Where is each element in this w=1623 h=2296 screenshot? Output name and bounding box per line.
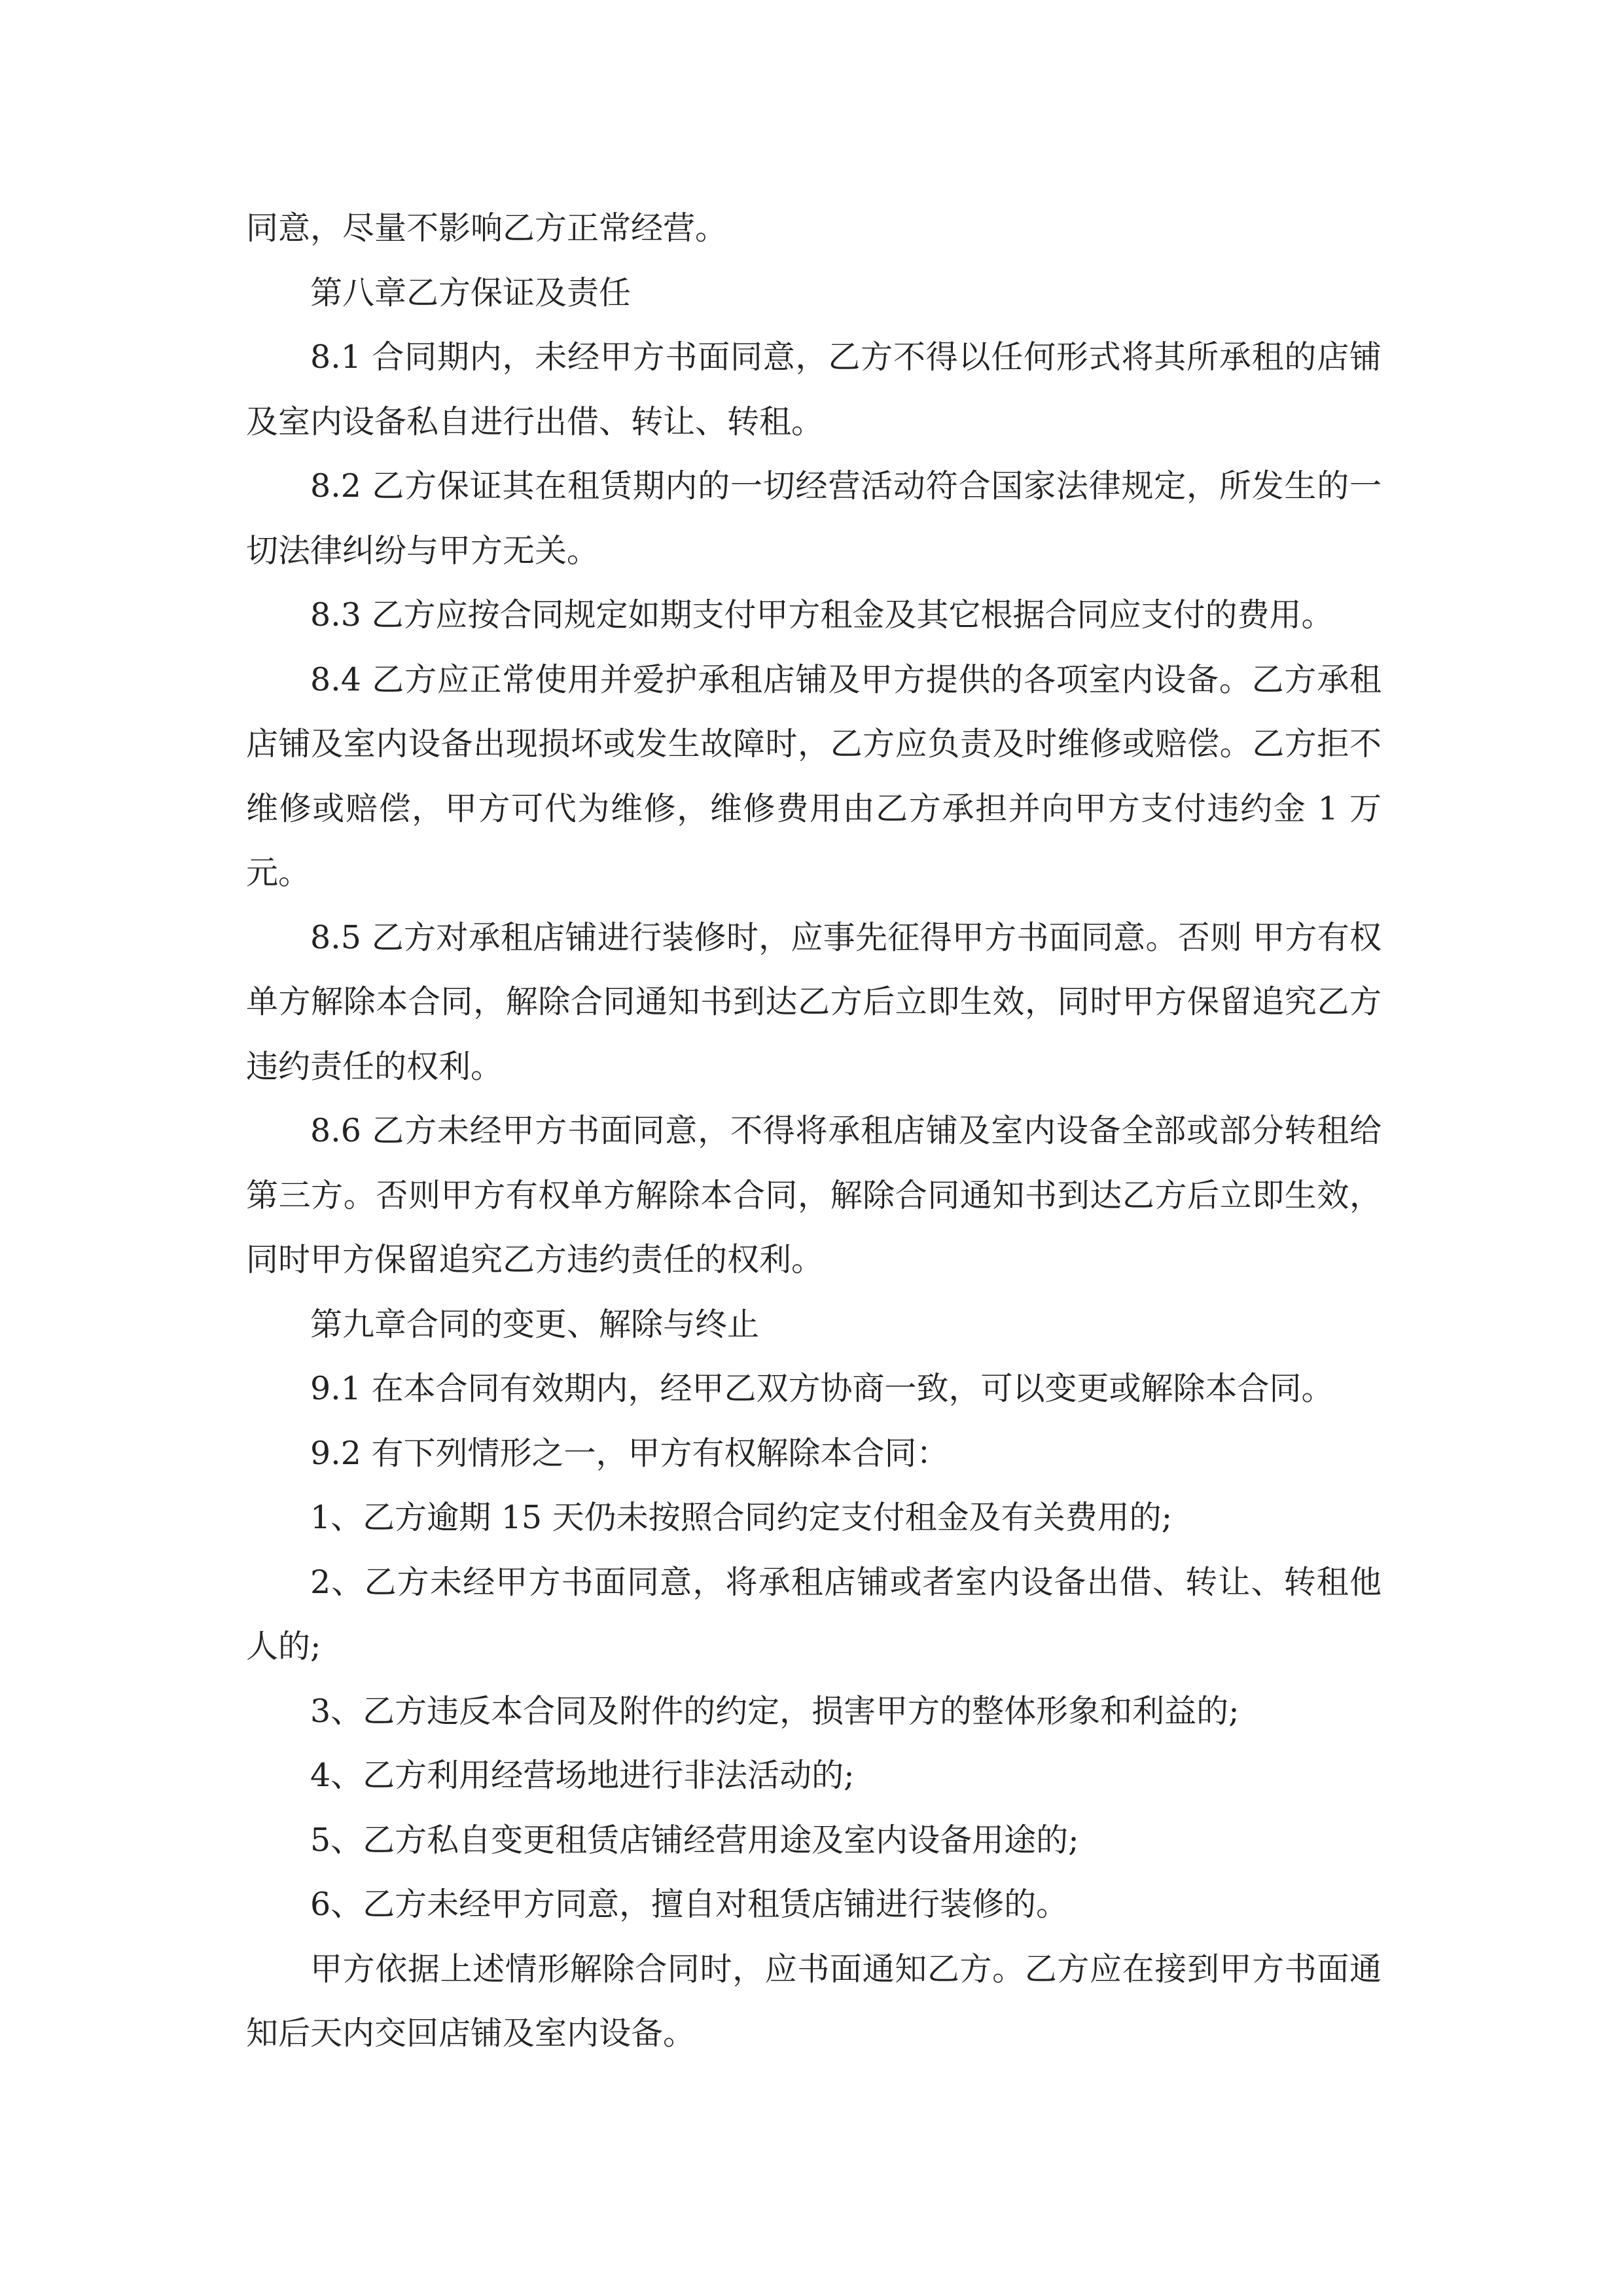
list-item-6: 6、乙方未经甲方同意，擅自对租赁店铺进行装修的。	[310, 1886, 1069, 1923]
clause-9-1: 9.1 在本合同有效期内，经甲乙双方协商一致，可以变更或解除本合同。	[310, 1370, 1334, 1407]
list-item-1: 1、乙方逾期 15 天仍未按照合同约定支付租金及有关费用的;	[310, 1499, 1173, 1536]
clause-8-6: 8.6 乙方未经甲方书面同意，不得将承租店铺及室内设备全部或部分转租给第三方。否则甲方有权单方解除本合同，解除合同通知书到达乙方后立即生效，同时甲方保留追究乙方违约责任的权利。	[246, 1112, 1382, 1278]
clause-8-4: 8.4 乙方应正常使用并爱护承租店铺及甲方提供的各项室内设备。乙方承租店铺及室内设备出现损坏或发生故障时，乙方应负责及时维修或赔偿。乙方拒不维修或赔偿，甲方可代为维修，维修费用由乙方承担并向甲方支付违约金 1 万元。	[246, 660, 1382, 891]
chapter-heading-9: 第九章合同的变更、解除与终止	[310, 1305, 760, 1343]
chapter-heading-8: 第八章乙方保证及责任	[310, 274, 632, 312]
document-body	[246, 196, 1382, 2066]
clause-8-2: 8.2 乙方保证其在租赁期内的一切经营活动符合国家法律规定，所发生的一切法律纠纷与甲方无关。	[246, 467, 1382, 569]
list-item-4: 4、乙方利用经营场地进行非法活动的;	[310, 1757, 855, 1794]
list-item-3: 3、乙方违反本合同及附件的约定，损害甲方的整体形象和利益的;	[310, 1692, 1240, 1730]
clause-8-1: 8.1 合同期内，未经甲方书面同意，乙方不得以任何形式将其所承租的店铺及室内设备私自进行出借、转让、转租。	[246, 338, 1382, 440]
clause-8-5: 8.5 乙方对承租店铺进行装修时，应事先征得甲方书面同意。否则 甲方有权单方解除本合同，解除合同通知书到达乙方后立即生效，同时甲方保留追究乙方违约责任的权利。	[246, 918, 1382, 1085]
clause-8-3: 8.3 乙方应按合同规定如期支付甲方租金及其它根据合同应支付的费用。	[310, 596, 1334, 634]
list-item-2: 2、乙方未经甲方书面同意，将承租店铺或者室内设备出借、转让、转租他人的;	[246, 1563, 1382, 1665]
closing-paragraph: 甲方依据上述情形解除合同时，应书面通知乙方。乙方应在接到甲方书面通知后天内交回店铺及室内设备。	[246, 1950, 1382, 2052]
list-item-5: 5、乙方私自变更租赁店铺经营用途及室内设备用途的;	[310, 1821, 1079, 1859]
clause-9-2: 9.2 有下列情形之一，甲方有权解除本合同：	[310, 1434, 949, 1472]
paragraph-continuation: 同意，尽量不影响乙方正常经营。	[246, 209, 728, 247]
